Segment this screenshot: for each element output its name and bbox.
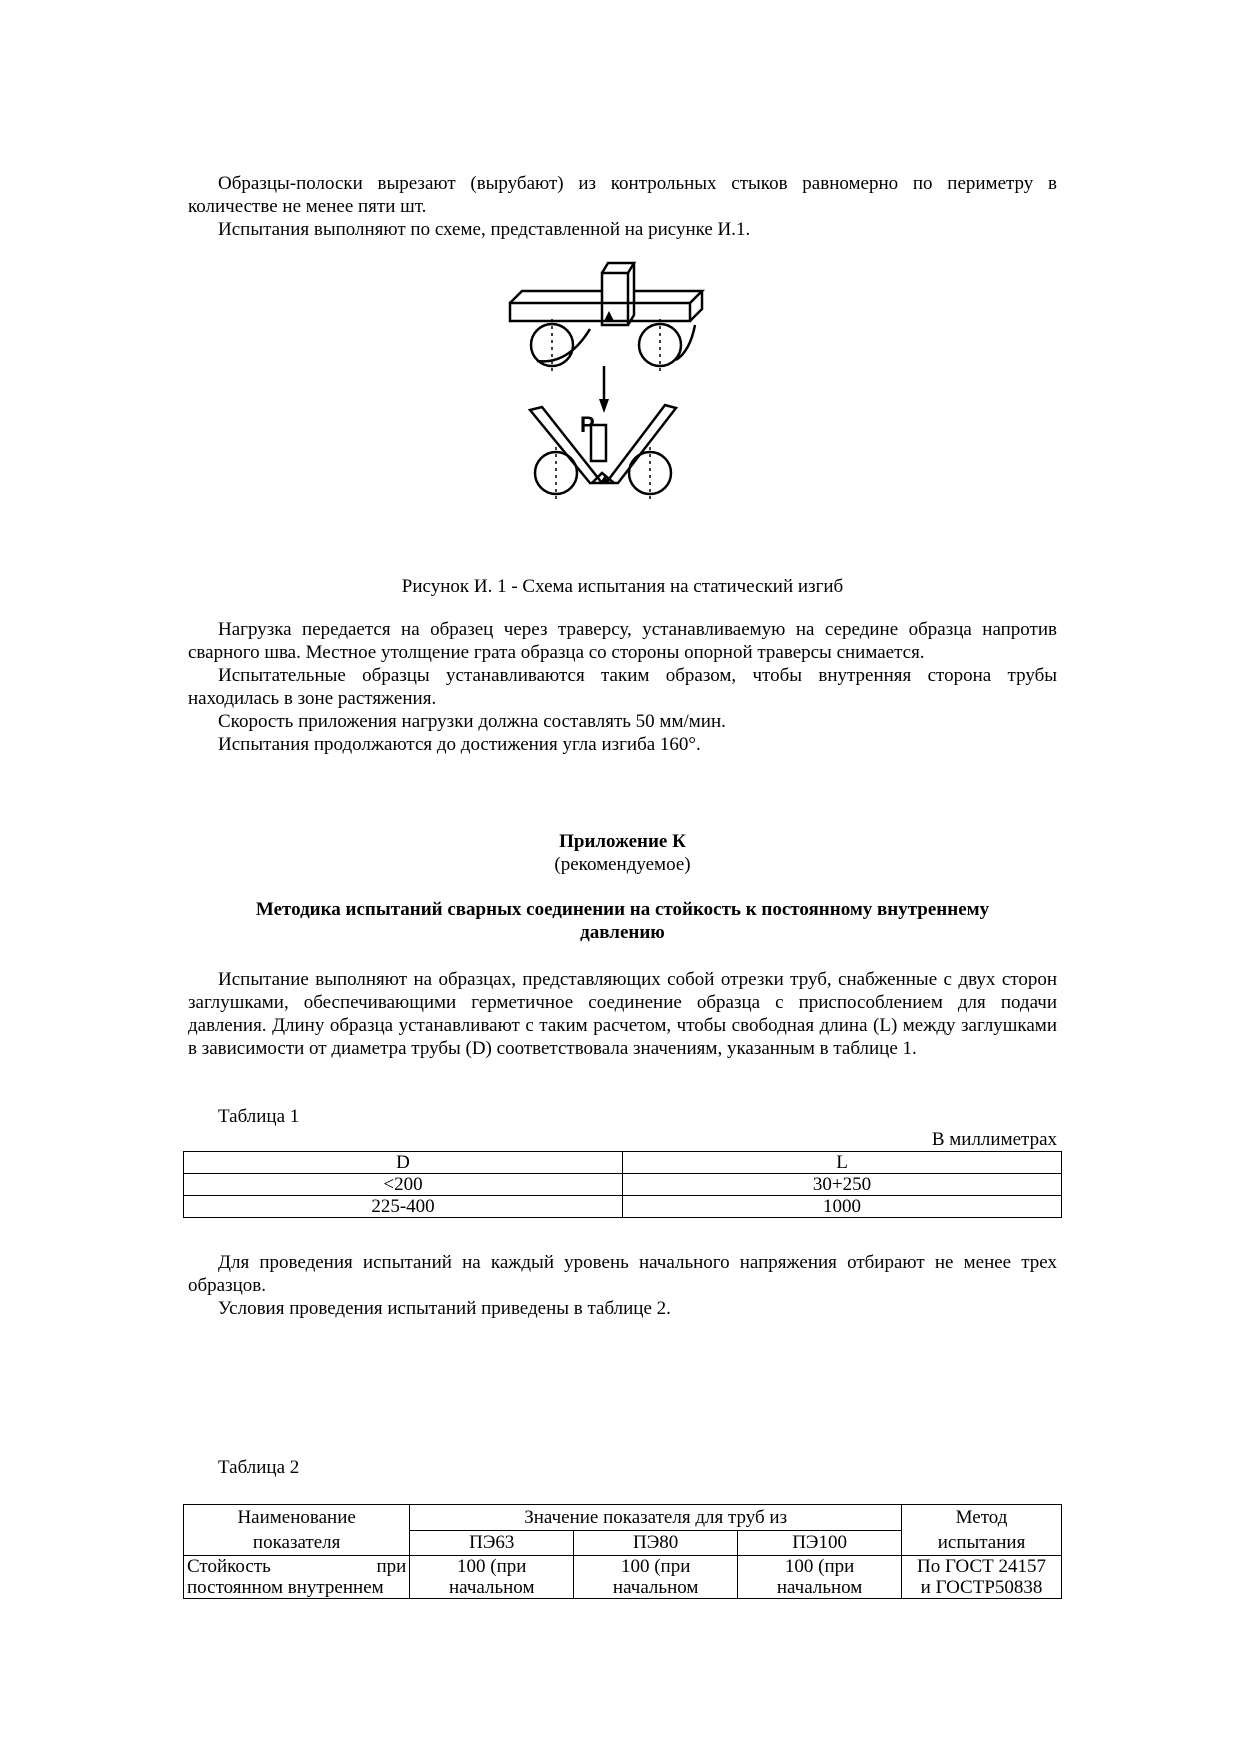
table2 <box>183 1504 1062 1599</box>
bending-test-figure <box>490 255 770 565</box>
paragraph: Условия проведения испытаний приведены в таблице 2. <box>218 1298 671 1319</box>
cell-text: 100 (при <box>457 1556 527 1577</box>
samples-text <box>188 1251 1057 1320</box>
support-roller-right-lower <box>629 452 671 494</box>
test-description <box>188 618 1057 756</box>
table-row <box>184 1196 1062 1218</box>
support-roller-left-lower <box>535 452 577 494</box>
table-row <box>184 1556 1062 1599</box>
table-header-row <box>184 1152 1062 1174</box>
table-row <box>184 1174 1062 1196</box>
appendix-title: Приложение К <box>559 831 686 852</box>
header-text: Метод <box>955 1507 1008 1528</box>
cell-text: Стойкость <box>187 1556 271 1577</box>
intro-text <box>188 172 1057 241</box>
cell-text: постоянном внутреннем <box>187 1577 384 1598</box>
figure-caption: Рисунок И. 1 - Схема испытания на статический изгиб <box>401 576 844 597</box>
cell-text: 100 (при <box>620 1556 691 1577</box>
table-header-cell: ПЭ63 <box>410 1530 574 1556</box>
table-cell <box>574 1556 738 1599</box>
table2-label: Таблица 2 <box>218 1457 300 1478</box>
load-label: P <box>580 412 595 437</box>
table-cell: <200 <box>184 1174 623 1196</box>
cell-text: начальном <box>449 1577 535 1598</box>
bending-test-diagram <box>490 255 770 565</box>
table-header-cell: ПЭ100 <box>738 1530 902 1556</box>
cell-text: при <box>376 1556 407 1577</box>
table-cell: 30+250 <box>623 1174 1062 1196</box>
cell-text: 100 (при <box>784 1556 855 1577</box>
appendix-text <box>188 968 1057 1060</box>
paragraph: Образцы-полоски вырезают (вырубают) из контрольных стыков равномерно по периметру в количестве не менее пяти шт. <box>188 173 1057 217</box>
support-roller-right <box>639 324 681 366</box>
paragraph: Испытания продолжаются до достижения угла изгиба 160°. <box>218 734 701 755</box>
header-text: Наименование <box>237 1507 356 1528</box>
cell-text: и ГОСТР50838 <box>920 1577 1043 1598</box>
table-header-cell <box>184 1505 410 1556</box>
header-text: показателя <box>252 1532 341 1553</box>
table-header-cell: ПЭ80 <box>574 1530 738 1556</box>
paragraph: Нагрузка передается на образец через траверсу, устанавливаемую на середине образца напротив сварного шва. Местное утолщение грата образца со стороны опорной траверсы снимается. <box>188 619 1057 663</box>
traverse-top <box>602 263 634 273</box>
table-cell: 1000 <box>623 1196 1062 1218</box>
table-header-cell <box>902 1505 1062 1556</box>
table-cell <box>410 1556 574 1599</box>
appendix-heading-line2: давлению <box>580 922 665 943</box>
paragraph: Скорость приложения нагрузки должна составлять 50 мм/мин. <box>218 711 726 732</box>
table-cell <box>738 1556 902 1599</box>
appendix-heading-line1: Методика испытаний сварных соединении на стойкость к постоянному внутреннему <box>255 899 990 920</box>
bent-specimen-right <box>606 405 676 483</box>
header-text: испытания <box>937 1532 1026 1553</box>
paragraph: Испытания выполняют по схеме, представленной на рисунке И.1. <box>218 219 751 240</box>
cell-text: По ГОСТ 24157 <box>917 1556 1046 1577</box>
paragraph: Испытание выполняют на образцах, представляющих собой отрезки труб, снабженные с двух сторон заглушками, обеспечивающими герметичное соединение образца с приспособлением для подачи давления. Длину образца устанавливают с таким расчетом, чтобы свободная длина (L) между заглушками в зависимости от диаметра трубы (D) соответствовала значениям, указанным в таблице 1. <box>188 969 1057 1059</box>
flat-specimen <box>510 303 690 321</box>
weld-seam <box>604 311 614 321</box>
cell-text: начальном <box>776 1577 863 1598</box>
paragraph: Испытательные образцы устанавливаются таким образом, чтобы внутренняя сторона трубы находилась в зоне растяжения. <box>188 665 1057 709</box>
table-cell <box>902 1556 1062 1599</box>
table-cell: 225-400 <box>184 1196 623 1218</box>
appendix-subtitle: (рекомендуемое) <box>554 854 691 875</box>
table1 <box>183 1151 1062 1218</box>
paragraph: Для проведения испытаний на каждый уровень начального напряжения отбирают не менее трех образцов. <box>188 1252 1057 1296</box>
cell-line <box>187 1556 406 1577</box>
table-header-cell: L <box>623 1152 1062 1174</box>
table-cell <box>184 1556 410 1599</box>
table1-label: Таблица 1 <box>218 1106 300 1127</box>
table1-units: В миллиметрах <box>931 1129 1057 1150</box>
table-header-cell: Значение показателя для труб из <box>410 1505 902 1531</box>
arrow-head <box>599 399 609 413</box>
cell-text: начальном <box>612 1577 699 1598</box>
table-header-cell: D <box>184 1152 623 1174</box>
table-header-row <box>184 1505 1062 1531</box>
